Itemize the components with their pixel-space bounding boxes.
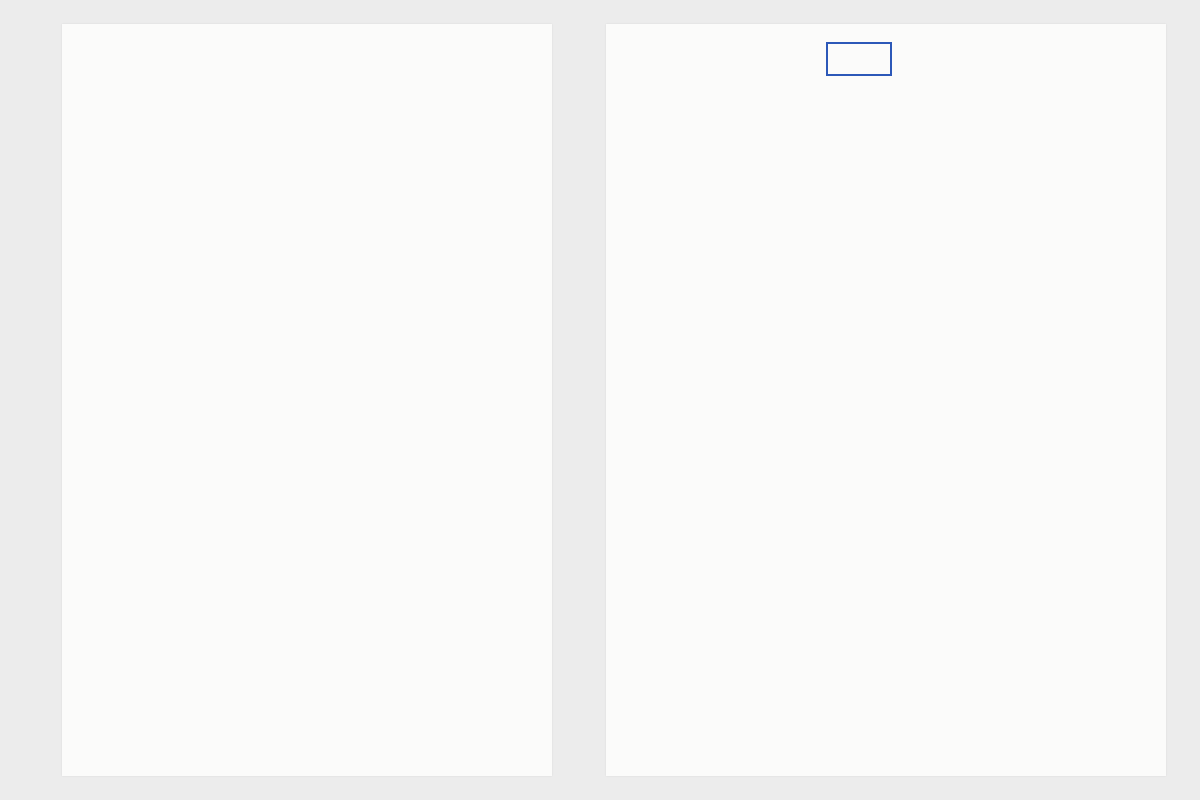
annotation-text [654, 252, 1146, 255]
right-page [606, 24, 1166, 776]
left-page [62, 24, 552, 776]
library-stamp [826, 42, 892, 76]
